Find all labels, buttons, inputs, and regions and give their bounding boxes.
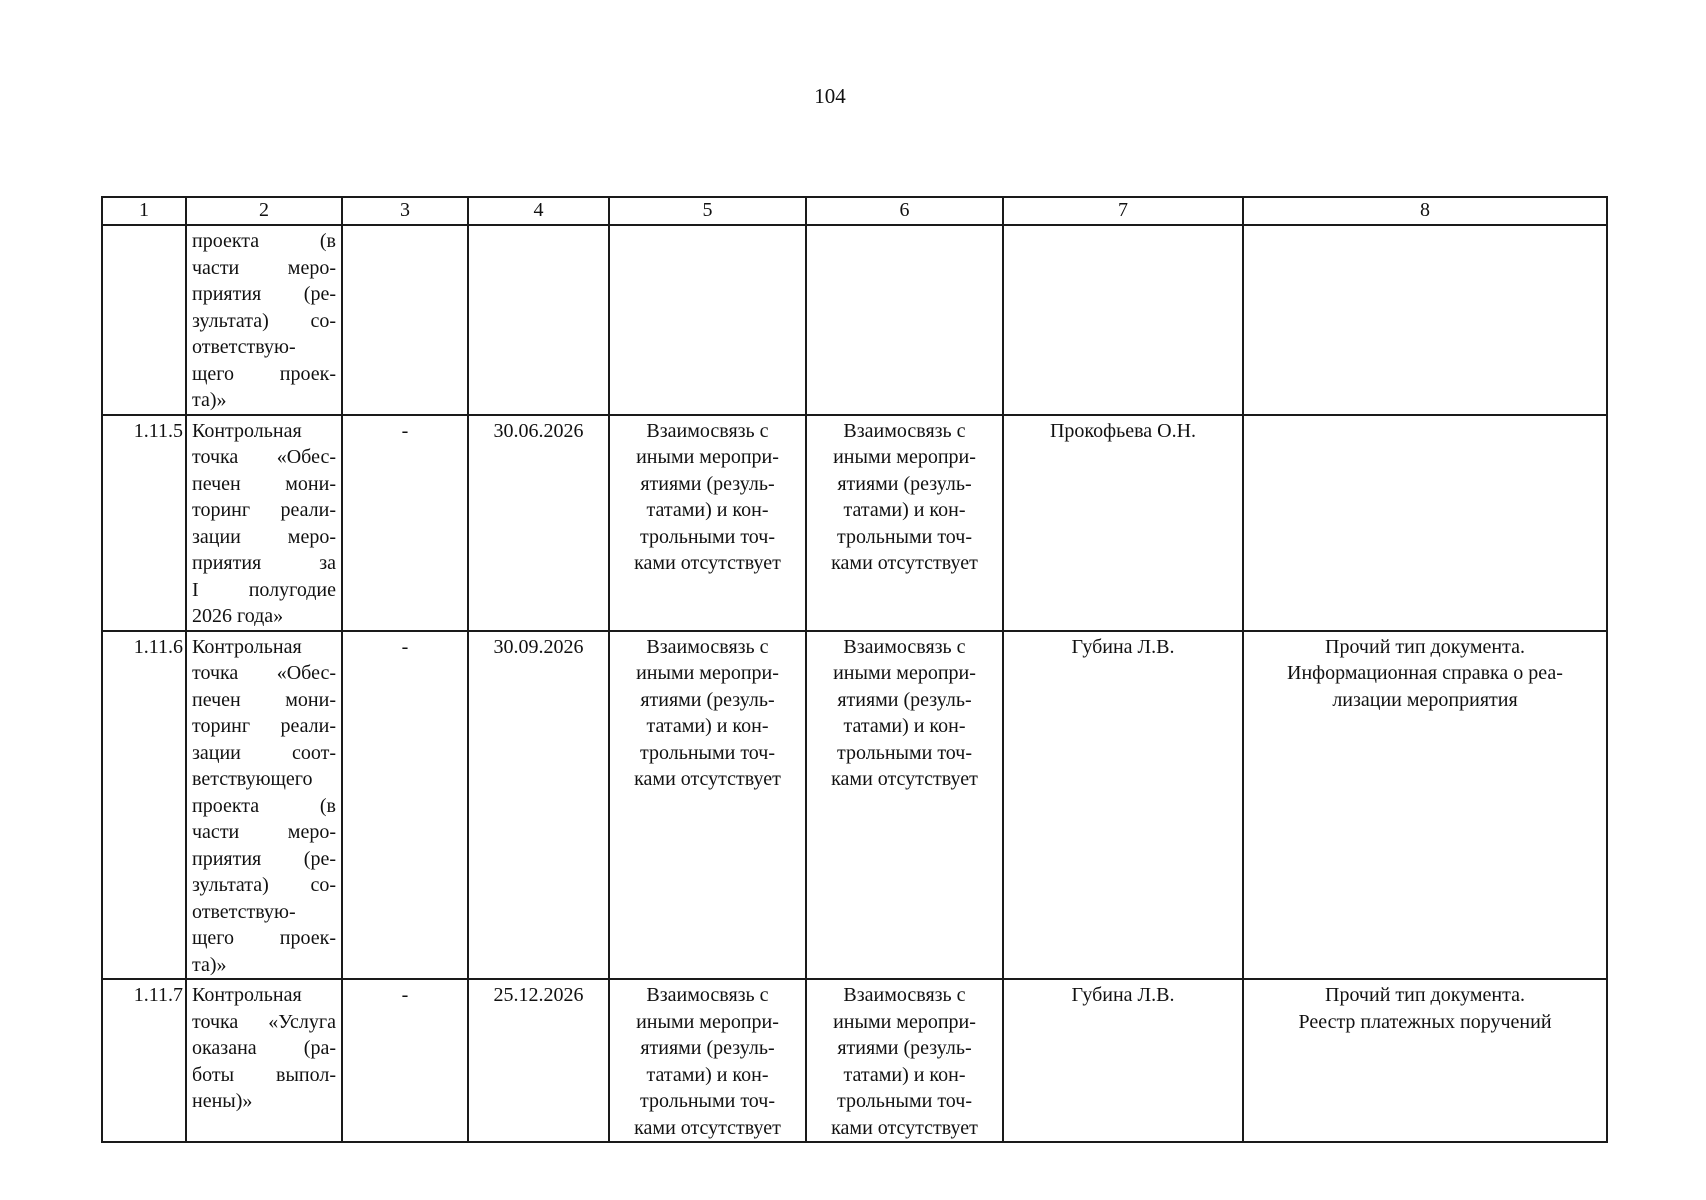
rel6-line: трольными точ- — [837, 1090, 972, 1112]
name_lines-line: нены)» — [192, 1090, 253, 1112]
name_lines-line: I полугодие — [192, 578, 336, 601]
responsible-person-cell — [1003, 225, 1243, 415]
control-point-name-cell — [186, 415, 342, 631]
rel5-line: татами) и кон- — [646, 715, 769, 737]
column-3-cell: - — [342, 631, 468, 980]
name_lines-line: боты выпол- — [192, 1063, 336, 1086]
document-type-cell — [1243, 631, 1607, 980]
rel6-line: ятиями (резуль- — [837, 1037, 972, 1059]
name_lines-line: 2026 года» — [192, 605, 284, 627]
table-header-row — [102, 197, 1607, 225]
responsible-person-cell: Прокофьева О.Н. — [1003, 415, 1243, 631]
name_lines-line: та)» — [192, 389, 227, 411]
due-date-cell — [468, 225, 609, 415]
name_lines-line: части меро- — [192, 256, 336, 279]
header-col-5: 5 — [609, 197, 806, 225]
name_lines-line: проекта (в — [192, 794, 336, 817]
rel5-line: Взаимосвязь с — [646, 419, 769, 442]
rel6-line: Взаимосвязь с — [843, 984, 966, 1006]
name_lines-line: Контрольная — [192, 419, 302, 442]
rel5-line: татами) и кон- — [646, 499, 769, 521]
name_lines-line: торинг реали- — [192, 499, 336, 521]
relation-cell-col5 — [609, 415, 806, 631]
doc-line: Прочий тип документа. — [1325, 635, 1525, 658]
control-point-name-cell — [186, 631, 342, 980]
rel5-line: Взаимосвязь с — [646, 984, 769, 1006]
table-body — [102, 225, 1607, 1142]
relation-cell-col5 — [609, 225, 806, 415]
due-date-cell: 25.12.2026 — [468, 979, 609, 1142]
rel5-line: ятиями (резуль- — [640, 688, 775, 711]
control-point-name-cell — [186, 225, 342, 415]
header-col-4: 4 — [468, 197, 609, 225]
rel6-line: ятиями (резуль- — [837, 688, 972, 711]
name_lines-line: точка «Услуга — [192, 1010, 336, 1033]
table-row — [102, 225, 1607, 415]
rel5-line: иными меропри- — [636, 1010, 779, 1033]
rel6-line: Взаимосвязь с — [843, 419, 966, 442]
relation-cell-col6 — [806, 631, 1003, 980]
header-col-7: 7 — [1003, 197, 1243, 225]
row-number-cell: 1.11.7 — [102, 979, 186, 1142]
header-col-3: 3 — [342, 197, 468, 225]
name_lines-line: точка «Обес- — [192, 662, 336, 684]
rel6-line: татами) и кон- — [843, 715, 966, 737]
name_lines-line: приятия (ре- — [192, 847, 336, 870]
header-col-8: 8 — [1243, 197, 1607, 225]
name_lines-line: приятия (ре- — [192, 283, 336, 305]
rel5-line: ятиями (резуль- — [640, 1037, 775, 1059]
name_lines-line: части меро- — [192, 821, 336, 843]
name_lines-line: зультата) со- — [192, 874, 336, 896]
rel6-line: иными меропри- — [833, 662, 976, 684]
rel5-line: трольными точ- — [640, 525, 775, 548]
rel6-line: татами) и кон- — [843, 499, 966, 521]
name_lines-line: оказана (ра- — [192, 1037, 336, 1059]
doc-line: Прочий тип документа. — [1325, 984, 1525, 1006]
rel5-line: иными меропри- — [636, 662, 779, 684]
name_lines-line: торинг реали- — [192, 715, 336, 737]
responsible-person-cell: Губина Л.В. — [1003, 631, 1243, 980]
relation-cell-col6 — [806, 979, 1003, 1142]
rel5-line: ятиями (резуль- — [640, 472, 775, 495]
name_lines-line: ответствую- — [192, 900, 296, 923]
rel6-line: трольными точ- — [837, 741, 972, 764]
name_lines-line: щего проек- — [192, 927, 336, 949]
rel6-line: иными меропри- — [833, 446, 976, 468]
page-number: 104 — [814, 84, 846, 108]
rel6-line: ками отсутствует — [831, 768, 978, 790]
table-row — [102, 631, 1607, 980]
rel5-line: иными меропри- — [636, 446, 779, 468]
rel5-line: трольными точ- — [640, 741, 775, 764]
header-col-6: 6 — [806, 197, 1003, 225]
doc-line: Информационная справка о реа- — [1287, 662, 1563, 684]
document-type-cell — [1243, 225, 1607, 415]
name_lines-line: зации меро- — [192, 525, 336, 548]
row-number-cell — [102, 225, 186, 415]
due-date-cell: 30.06.2026 — [468, 415, 609, 631]
header-col-1: 1 — [102, 197, 186, 225]
row-number-cell: 1.11.6 — [102, 631, 186, 980]
rel6-line: Взаимосвязь с — [843, 635, 966, 658]
header-col-2: 2 — [186, 197, 342, 225]
rel5-line: Взаимосвязь с — [646, 635, 769, 658]
rel6-line: ятиями (резуль- — [837, 472, 972, 495]
table-row — [102, 415, 1607, 631]
name_lines-line: зации соот- — [192, 741, 336, 764]
name_lines-line: проекта (в — [192, 230, 336, 252]
relation-cell-col5 — [609, 979, 806, 1142]
column-3-cell: - — [342, 415, 468, 631]
name_lines-line: зультата) со- — [192, 309, 336, 332]
doc-line: лизации мероприятия — [1332, 688, 1518, 711]
name_lines-line: приятия за — [192, 552, 336, 574]
table-row — [102, 979, 1607, 1142]
name_lines-line: Контрольная — [192, 984, 302, 1006]
relation-cell-col6 — [806, 415, 1003, 631]
rel6-line: трольными точ- — [837, 525, 972, 548]
name_lines-line: ветствующего — [192, 768, 313, 790]
control-point-name-cell — [186, 979, 342, 1142]
name_lines-line: щего проек- — [192, 362, 336, 385]
rel6-line: ками отсутствует — [831, 552, 978, 574]
name_lines-line: та)» — [192, 953, 227, 976]
rel6-line: татами) и кон- — [843, 1063, 966, 1086]
rel5-line: ками отсутствует — [634, 768, 781, 790]
due-date-cell: 30.09.2026 — [468, 631, 609, 980]
schedule-table — [101, 196, 1608, 1143]
column-3-cell: - — [342, 979, 468, 1142]
relation-cell-col6 — [806, 225, 1003, 415]
relation-cell-col5 — [609, 631, 806, 980]
rel5-line: татами) и кон- — [646, 1063, 769, 1086]
doc-line: Реестр платежных поручений — [1298, 1010, 1552, 1033]
name_lines-line: ответствую- — [192, 336, 296, 358]
rel5-line: ками отсутствует — [634, 552, 781, 574]
document-type-cell — [1243, 979, 1607, 1142]
name_lines-line: точка «Обес- — [192, 446, 336, 468]
responsible-person-cell: Губина Л.В. — [1003, 979, 1243, 1142]
rel6-line: ками отсутствует — [831, 1116, 978, 1139]
rel5-line: ками отсутствует — [634, 1116, 781, 1139]
column-3-cell — [342, 225, 468, 415]
name_lines-line: Контрольная — [192, 635, 302, 658]
name_lines-line: печен мони- — [192, 688, 336, 711]
row-number-cell: 1.11.5 — [102, 415, 186, 631]
name_lines-line: печен мони- — [192, 472, 336, 495]
rel6-line: иными меропри- — [833, 1010, 976, 1033]
document-type-cell — [1243, 415, 1607, 631]
rel5-line: трольными точ- — [640, 1090, 775, 1112]
